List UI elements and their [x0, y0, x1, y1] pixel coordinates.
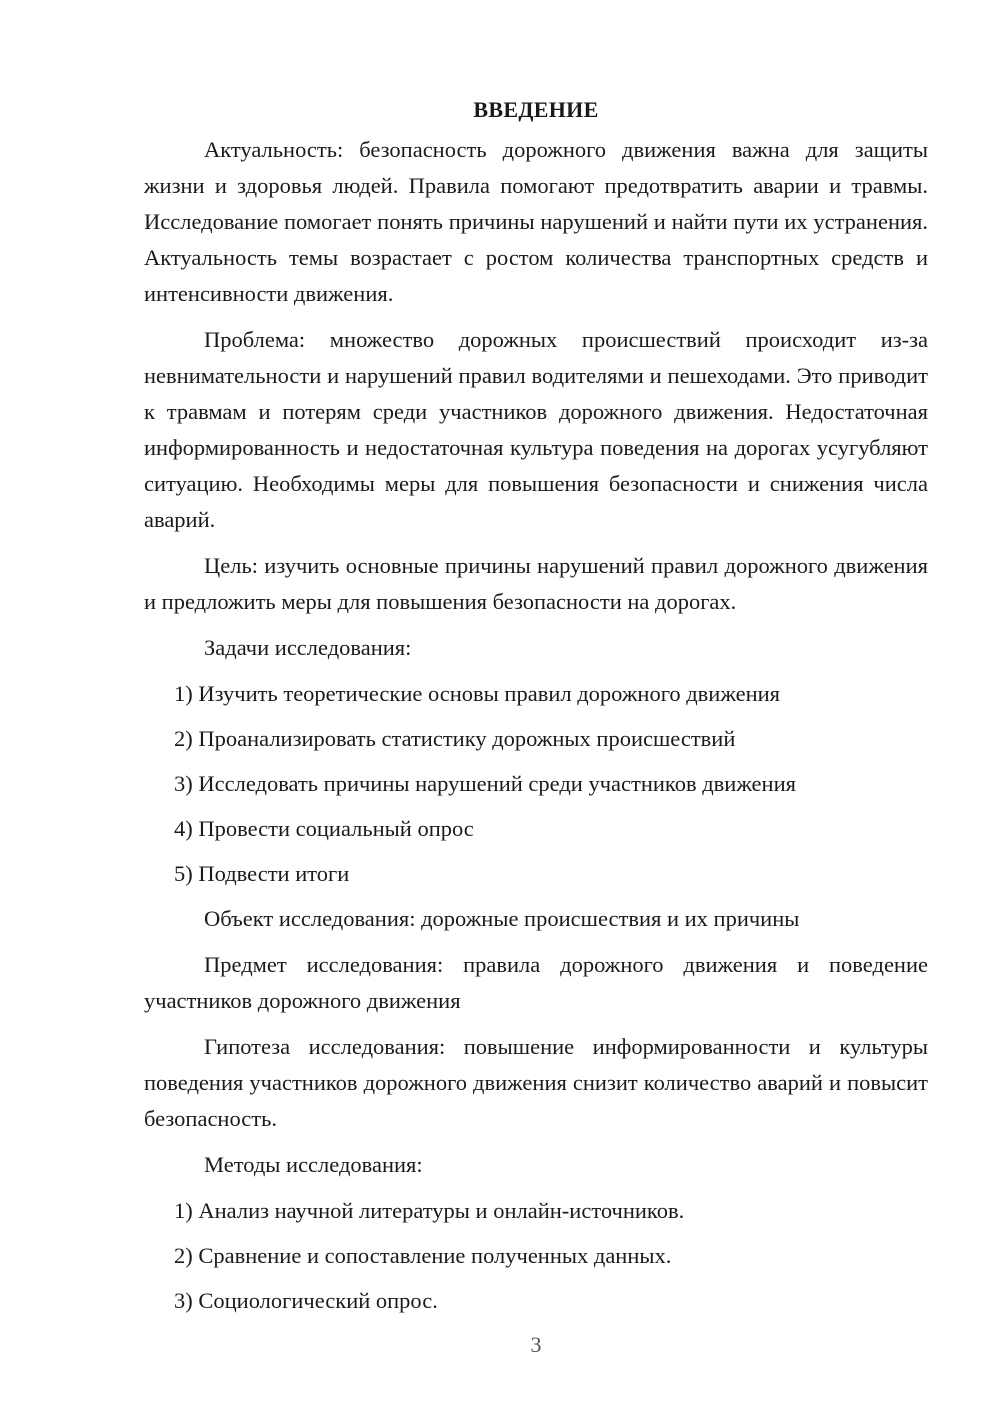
- method-item: 1) Анализ научной литературы и онлайн-источников.: [174, 1198, 685, 1223]
- methods-heading: Методы исследования:: [204, 1152, 423, 1177]
- page-content: [144, 92, 928, 1328]
- task-item: 4) Провести социальный опрос: [174, 816, 474, 841]
- relevance-paragraph: Актуальность: безопасность дорожного движения важна для защиты жизни и здоровья людей. Правила помогают предотвратить аварии и травмы. Исследование помогает понять причины нарушений и найти пути их устранения. Актуальность темы возрастает с ростом количества транспортных средств и интенсивности движения.: [144, 137, 928, 306]
- page-number: 3: [530, 1332, 542, 1357]
- problem-paragraph: Проблема: множество дорожных происшествий происходит из-за невнимательности и нарушений правил водителями и пешеходами. Это приводит к травмам и потерям среди участников дорожного движения. Недостаточная информированность и недостаточная культура поведения на дорогах усугубляют ситуацию. Необходимы меры для повышения безопасности и снижения числа аварий.: [144, 327, 928, 532]
- task-item: 2) Проанализировать статистику дорожных происшествий: [174, 726, 736, 751]
- task-item: 3) Исследовать причины нарушений среди участников движения: [174, 771, 796, 796]
- object-paragraph: Объект исследования: дорожные происшествия и их причины: [204, 906, 800, 931]
- page-title: ВВЕДЕНИЕ: [473, 97, 599, 122]
- method-item: 2) Сравнение и сопоставление полученных данных.: [174, 1243, 672, 1268]
- task-item: 5) Подвести итоги: [174, 861, 350, 886]
- goal-paragraph: Цель: изучить основные причины нарушений правил дорожного движения и предложить меры для повышения безопасности на дорогах.: [144, 553, 928, 614]
- hypothesis-paragraph: Гипотеза исследования: повышение информированности и культуры поведения участников дорожного движения снизит количество аварий и повысит безопасность.: [144, 1034, 928, 1131]
- task-item: 1) Изучить теоретические основы правил дорожного движения: [174, 681, 781, 706]
- method-item: 3) Социологический опрос.: [174, 1288, 438, 1313]
- tasks-heading: Задачи исследования:: [204, 635, 412, 660]
- subject-paragraph: Предмет исследования: правила дорожного движения и поведение участников дорожного движения: [144, 952, 928, 1013]
